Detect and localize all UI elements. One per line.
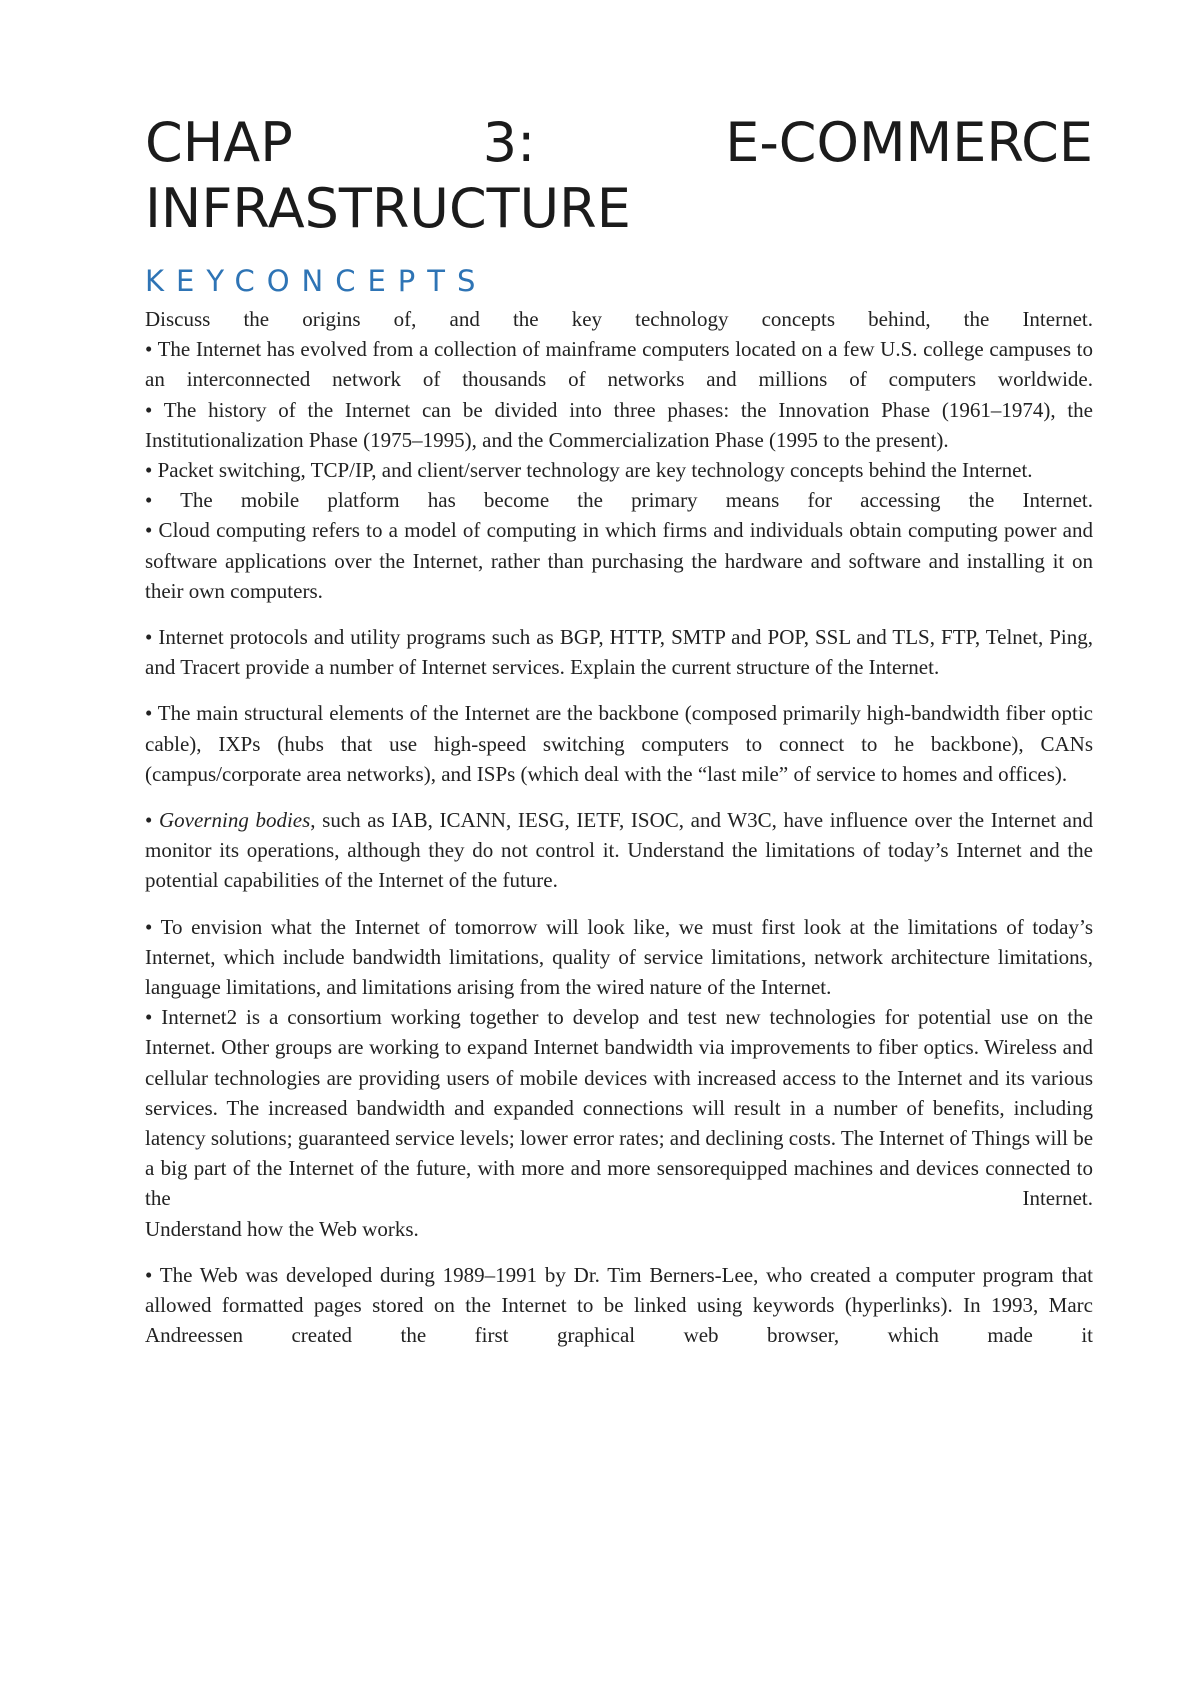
paragraph-cloud-computing: • Cloud computing refers to a model of computing in which firms and individuals obtain computing power and software applications over the Internet, rather than purchasing the hardware and software and installing it on their own computers. — [145, 518, 1093, 603]
chapter-title-word-ecommerce: E-COMMERCE — [725, 111, 1093, 174]
document-body — [145, 110, 1093, 1351]
paragraph-history: • The history of the Internet can be divided into three phases: the Innovation Phase (1961–1974), the Institutionalization Phase (1975–1995), and the Commercialization Phase (1995 to the present). — [145, 397, 1093, 452]
governing-bodies-italic: Governing bodies — [159, 808, 311, 833]
paragraph-internet2: • Internet2 is a consortium working together to develop and test new technologies for potential use on the Internet. Other groups are working to expand Internet bandwidth via improvements to fiber optics. Wireless and cellular technologies are providing users of mobile devices with increased access to the Internet and its various services. The increased bandwidth and expanded connections will result in a number of benefits, including latency solutions; guaranteed service levels; lower error rates; and declining costs. The Internet of Things will be a big part of the Internet of the future, with more and more sensorequipped machines and devices connected to the Internet. — [145, 1005, 1094, 1211]
chapter-title-line-1 — [145, 110, 1093, 176]
paragraph-mobile-platform: • The mobile platform has become the primary means for accessing the Internet. — [145, 488, 1093, 513]
paragraph-evolution: • The Internet has evolved from a collection of mainframe computers located on a few U.S. college campuses to an interconnected network of thousands of networks and millions of computers worldwide. — [145, 337, 1093, 392]
chapter-title-line-2: INFRASTRUCTURE — [145, 177, 631, 240]
paragraph-web-history: • The Web was developed during 1989–1991 by Dr. Tim Berners-Lee, who created a computer program that allowed formatted pages stored on the Internet to be linked using keywords (hyperlinks). In 1993, Marc Andreessen created the first graphical web browser, which made it — [145, 1262, 1093, 1348]
key-concepts-heading: KEYCONCEPTS — [145, 264, 488, 298]
paragraph-structure: • The main structural elements of the Internet are the backbone (composed primarily high-bandwidth fiber optic cable), IXPs (hubs that use high-speed switching computers to connect to he backbone), CANs (campus/corporate area networks), and ISPs (which deal with the “last mile” of service to homes and offices). — [145, 701, 1093, 786]
paragraph-limitations: • To envision what the Internet of tomorrow will look like, we must first look at the limitations of today’s Internet, which include bandwidth limitations, quality of service limitations, network architecture limitations, language limitations, and limitations arising from the wired nature of the Internet. — [145, 914, 1093, 1000]
paragraph-web-heading: Understand how the Web works. — [145, 1216, 419, 1241]
chapter-title — [145, 110, 1093, 242]
paragraph-packet-switching: • Packet switching, TCP/IP, and client/server technology are key technology concepts behind the Internet. — [145, 458, 1033, 483]
paragraph-origins: Discuss the origins of, and the key technology concepts behind, the Internet. — [145, 307, 1093, 331]
paragraph-governing-bodies: • Governing bodies, such as IAB, ICANN, IESG, IETF, ISOC, and W3C, have influence over the Internet and monitor its operations, although they do not control it. Understand the limitations of today’s Internet and the potential capabilities of the Internet of the future. — [145, 808, 1093, 893]
paragraph-protocols: • Internet protocols and utility programs such as BGP, HTTP, SMTP and POP, SSL and TLS, FTP, Telnet, Ping, and Tracert provide a number of Internet services. Explain the current structure of the Internet. — [145, 625, 1093, 680]
chapter-title-word-chap: CHAP — [145, 111, 293, 174]
governing-bodies-text: , such as IAB, ICANN, IESG, IETF, ISOC, and W3C, have influence over the Internet and monitor its operations, although they do not control it. Understand the limitations of today’s Internet and the potential capabilities of the Internet of the future. — [145, 808, 1093, 893]
chapter-title-word-number: 3: — [482, 111, 536, 174]
